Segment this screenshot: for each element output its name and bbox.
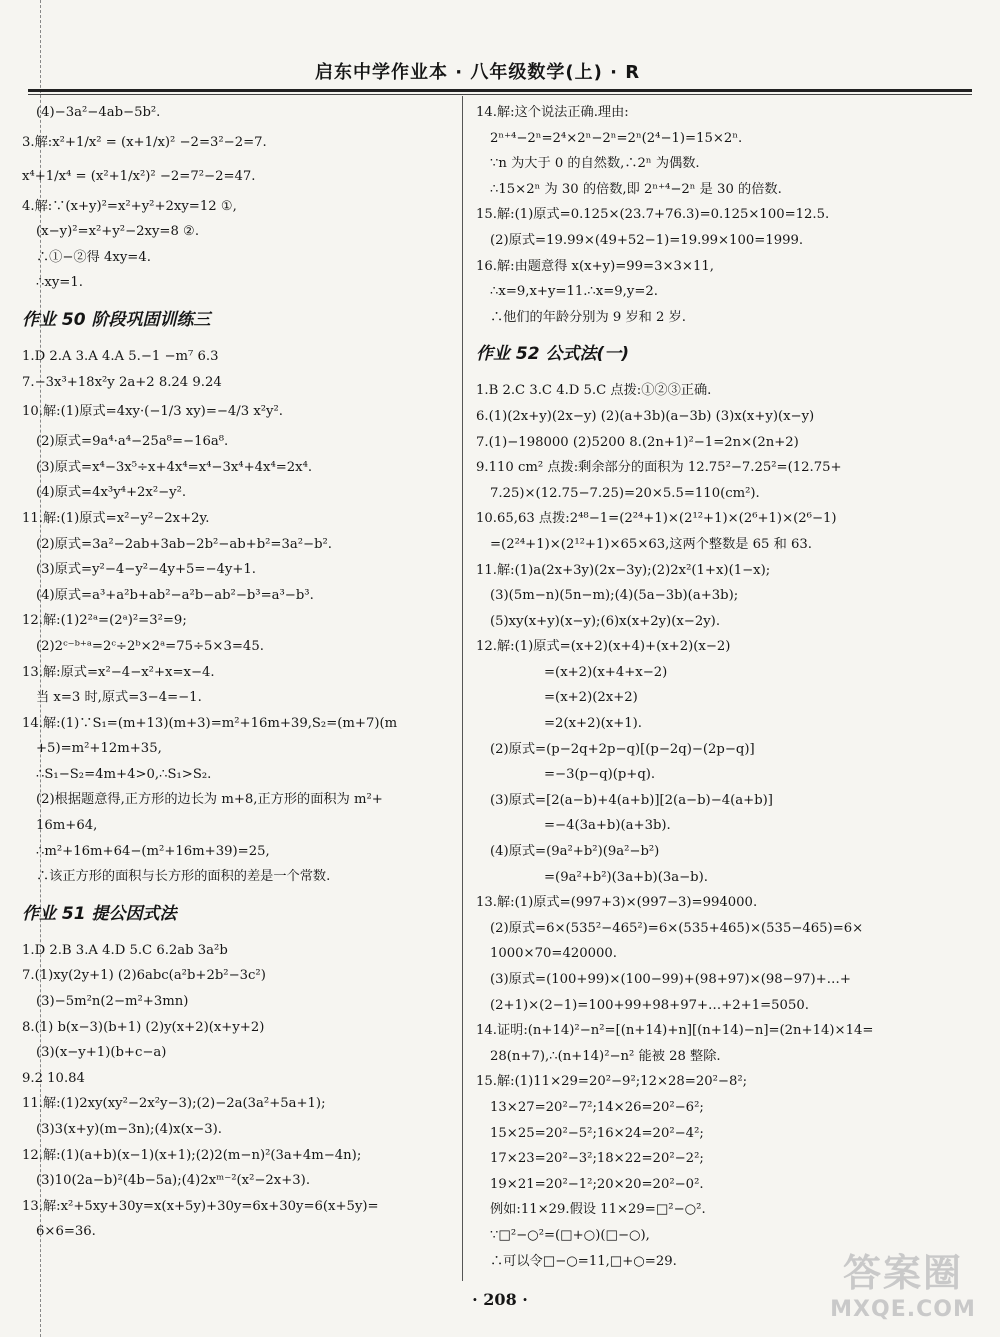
- text-line: 1.B 2.C 3.C 4.D 5.C 点拨:①②③正确.: [476, 383, 712, 399]
- watermark-text-top: 答案圈: [842, 1251, 963, 1295]
- text-line: (3)3(x+y)(m−3n);(4)x(x−3).: [36, 1122, 222, 1137]
- text-line: ∵□²−○²=(□+○)(□−○),: [490, 1227, 650, 1243]
- text-line: (3)原式=x⁴−3x⁵÷x+4x⁴=x⁴−3x⁴+4x⁴=2x⁴.: [36, 459, 313, 475]
- text-line: 14.证明:(n+14)²−n²=[(n+14)+n][(n+14)−n]=(2n+14)×14=: [476, 1023, 874, 1039]
- text-line: (4)原式=4x³y⁴+2x²−y².: [36, 485, 187, 501]
- text-line: x⁴+1/x⁴ = (x²+1/x²)² −2=7²−2=47.: [22, 168, 256, 184]
- text-line: (2)原式=(p−2q+2p−q)[(p−2q)−(2p−q)]: [490, 741, 755, 757]
- text-line: +5)=m²+12m+35,: [36, 741, 162, 757]
- text-line: ∴x=9,x+y=11.∴x=9,y=2.: [490, 284, 658, 300]
- text-line: 15.解:(1)原式=0.125×(23.7+76.3)=0.125×100=12.5.: [476, 207, 830, 223]
- text-line: 16m+64,: [36, 818, 98, 834]
- text-line: 14.解:(1)∵S₁=(m+13)(m+3)=m²+16m+39,S₂=(m+7)(m: [22, 715, 398, 731]
- text-line: (3)原式=[2(a−b)+4(a+b)][2(a−b)−4(a+b)]: [490, 792, 773, 808]
- text-line: (x−y)²=x²+y²−2xy=8 ②.: [36, 224, 200, 240]
- text-line: (2)原式=3a²−2ab+3ab−2b²−ab+b²=3a²−b².: [36, 536, 332, 552]
- text-line: ∴15×2ⁿ 为 30 的倍数,即 2ⁿ⁺⁴−2ⁿ 是 30 的倍数.: [490, 181, 782, 197]
- text-line: (2)根据题意得,正方形的边长为 m+8,正方形的面积为 m²+: [36, 792, 383, 808]
- text-line: 14.解:这个说法正确.理由:: [476, 105, 629, 120]
- page-number: · 208 ·: [472, 1290, 528, 1309]
- watermark-text-bottom: MXQE.COM: [830, 1297, 976, 1322]
- text-line: (4)原式=(9a²+b²)(9a²−b²): [490, 844, 660, 860]
- text-line: 13.解:原式=x²−4−x²+x=x−4.: [22, 664, 215, 680]
- text-line: 例如:11×29.假设 11×29=□²−○².: [490, 1202, 706, 1218]
- left-column: [22, 100, 454, 1245]
- text-line: 13×27=20²−7²;14×26=20²−6²;: [490, 1099, 704, 1115]
- text-line: 13.解:(1)原式=(997+3)×(997−3)=994000.: [476, 895, 758, 911]
- text-line: (3)10(2a−b)²(4b−5a);(4)2xᵐ⁻²(x²−2x+3).: [36, 1173, 311, 1189]
- text-line: 7.(1)xy(2y+1) (2)6abc(a²b+2b²−3c²): [22, 968, 266, 984]
- text-line: 16.解:由题意得 x(x+y)=99=3×3×11,: [476, 258, 714, 274]
- text-line: (3)−5m²n(2−m²+3mn): [36, 994, 189, 1010]
- watermark-logo: [818, 1249, 988, 1329]
- text-line: (3)(5m−n)(5n−m);(4)(5a−3b)(a+3b);: [490, 588, 739, 604]
- text-line: ∵n 为大于 0 的自然数,∴2ⁿ 为偶数.: [490, 156, 700, 172]
- text-line: (2)原式=6×(535²−465²)=6×(535+465)×(535−465)=6×: [490, 920, 864, 936]
- text-line: 12.解:(1)2²ᵃ=(2ᵃ)²=3²=9;: [22, 613, 187, 629]
- page-header: [0, 46, 1000, 86]
- text-line: 9.2 10.84: [22, 1070, 85, 1086]
- text-line: (3)(x−y+1)(b+c−a): [36, 1045, 167, 1061]
- text-line: 28(n+7),∴(n+14)²−n² 能被 28 整除.: [490, 1048, 721, 1064]
- text-line: 7.25)×(12.75−7.25)=20×5.5=110(cm²).: [490, 485, 760, 501]
- text-line: 10.65,63 点拨:2⁴⁸−1=(2²⁴+1)×(2¹²+1)×(2⁶+1)×(2⁶−1): [476, 511, 837, 527]
- text-line: ∴他们的年龄分别为 9 岁和 2 岁.: [490, 309, 686, 325]
- text-line: 1.D 2.B 3.A 4.D 5.C 6.2ab 3a²b: [22, 942, 228, 958]
- text-line: 11.解:(1)a(2x+3y)(2x−3y);(2)2x²(1+x)(1−x);: [476, 562, 771, 578]
- text-line: =(x+2)(2x+2): [544, 690, 638, 706]
- text-line: 8.(1) b(x−3)(b+1) (2)y(x+2)(x+y+2): [22, 1019, 265, 1035]
- text-line: 7.(1)−198000 (2)5200 8.(2n+1)²−1=2n×(2n+2): [476, 434, 799, 450]
- text-line: (2)2ᶜ⁻ᵇ⁺ᵃ=2ᶜ÷2ᵇ×2ᵃ=75÷5×3=45.: [36, 638, 264, 654]
- text-line: (4)原式=a³+a²b+ab²−a²b−ab²−b³=a³−b³.: [36, 587, 314, 603]
- text-line: ∴xy=1.: [36, 275, 83, 291]
- text-line: (5)xy(x+y)(x−y);(6)x(x+2y)(x−2y).: [490, 613, 721, 629]
- text-line: ∴可以令□−○=11,□+○=29.: [490, 1253, 677, 1269]
- text-line: 10.解:(1)原式=4xy·(−1/3 xy)=−4/3 x²y².: [22, 404, 283, 420]
- text-line: 9.110 cm² 点拨:剩余部分的面积为 12.75²−7.25²=(12.75+: [476, 460, 842, 476]
- section-title: 作业 51 提公因式法: [22, 903, 177, 924]
- text-line: 3.解:x²+1/x² = (x+1/x)² −2=3²−2=7.: [22, 134, 267, 150]
- text-line: 15×25=20²−5²;16×24=20²−4²;: [490, 1125, 704, 1141]
- text-line: 19×21=20²−1²;20×20=20²−0².: [490, 1176, 704, 1192]
- text-line: =−4(3a+b)(a+3b).: [544, 818, 671, 834]
- text-line: 7.−3x³+18x²y 2a+2 8.24 9.24: [22, 374, 222, 390]
- text-line: ∴①−②得 4xy=4.: [36, 249, 151, 265]
- header-rule-thin: [28, 94, 972, 95]
- text-line: 12.解:(1)(a+b)(x−1)(x+1);(2)2(m−n)²(3a+4m−4n);: [22, 1147, 362, 1163]
- text-line: 6.(1)(2x+y)(2x−y) (2)(a+3b)(a−3b) (3)x(x+y)(x−y): [476, 408, 815, 424]
- right-column: [476, 100, 976, 1274]
- text-line: 12.解:(1)原式=(x+2)(x+4)+(x+2)(x−2): [476, 639, 731, 655]
- text-line: ∴S₁−S₂=4m+4>0,∴S₁>S₂.: [36, 766, 212, 782]
- text-line: 1000×70=420000.: [490, 946, 617, 962]
- text-line: =−3(p−q)(p+q).: [544, 767, 656, 783]
- section-title: 作业 50 阶段巩固训练三: [22, 309, 211, 330]
- text-line: 6×6=36.: [36, 1224, 96, 1240]
- text-line: =(9a²+b²)(3a+b)(3a−b).: [544, 869, 708, 885]
- header-rule: [28, 89, 972, 92]
- text-line: 1.D 2.A 3.A 4.A 5.−1 −m⁷ 6.3: [22, 348, 219, 364]
- text-line: 11.解:(1)原式=x²−y²−2x+2y.: [22, 510, 210, 526]
- text-line: (4)−3a²−4ab−5b².: [36, 105, 161, 120]
- text-line: =(2²⁴+1)×(2¹²+1)×65×63,这两个整数是 65 和 63.: [490, 536, 812, 552]
- text-line: (2)原式=19.99×(49+52−1)=19.99×100=1999.: [490, 232, 804, 248]
- text-line: (2+1)×(2−1)=100+99+98+97+…+2+1=5050.: [490, 997, 809, 1013]
- text-line: 11.解:(1)2xy(xy²−2x²y−3);(2)−2a(3a²+5a+1);: [22, 1096, 326, 1112]
- text-line: (3)原式=(100+99)×(100−99)+(98+97)×(98−97)+…+: [490, 972, 851, 987]
- text-line: 13.解:x²+5xy+30y=x(x+5y)+30y=6x+30y=6(x+5y)=: [22, 1198, 379, 1214]
- text-line: ∴m²+16m+64−(m²+16m+39)=25,: [36, 843, 270, 859]
- text-line: ∴该正方形的面积与长方形的面积的差是一个常数.: [36, 869, 331, 885]
- text-line: 当 x=3 时,原式=3−4=−1.: [36, 690, 202, 706]
- text-line: 17×23=20²−3²;18×22=20²−2²;: [490, 1151, 704, 1167]
- text-line: =2(x+2)(x+1).: [544, 716, 642, 732]
- section-title: 作业 52 公式法(一): [476, 344, 630, 365]
- text-line: (3)原式=y²−4−y²−4y+5=−4y+1.: [36, 562, 256, 578]
- text-line: 4.解:∵(x+y)²=x²+y²+2xy=12 ①,: [22, 198, 237, 214]
- text-line: 15.解:(1)11×29=20²−9²;12×28=20²−8²;: [476, 1074, 748, 1090]
- text-line: 2ⁿ⁺⁴−2ⁿ=2⁴×2ⁿ−2ⁿ=2ⁿ(2⁴−1)=15×2ⁿ.: [490, 130, 743, 146]
- text-line: (2)原式=9a⁴·a⁴−25a⁸=−16a⁸.: [36, 434, 229, 450]
- column-divider: [462, 96, 463, 1281]
- text-line: =(x+2)(x+4+x−2): [544, 664, 668, 680]
- header-title: 启东中学作业本 · 八年级数学(上) · R: [315, 62, 641, 83]
